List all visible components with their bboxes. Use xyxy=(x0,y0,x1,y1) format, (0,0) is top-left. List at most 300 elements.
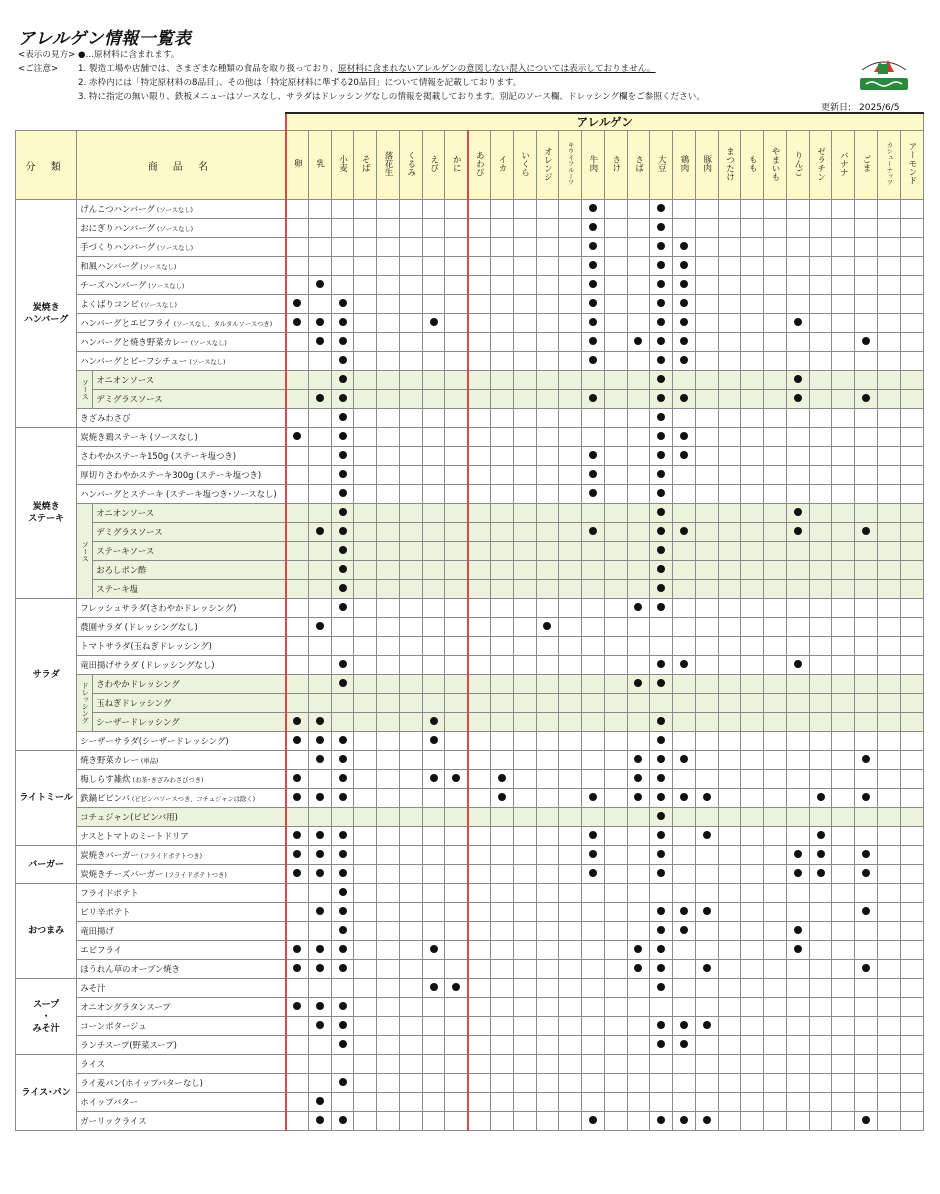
allergen-cell xyxy=(582,371,605,390)
allergen-cell xyxy=(786,238,809,257)
allergen-cell xyxy=(582,884,605,903)
allergen-cell xyxy=(764,1074,787,1093)
allergen-cell xyxy=(900,580,923,599)
product-name: ステーキ塩 xyxy=(93,580,286,599)
allergen-cell xyxy=(900,352,923,371)
allergen-cell xyxy=(627,789,650,808)
allergen-cell xyxy=(399,314,422,333)
allergen-cell xyxy=(354,960,377,979)
allergen-cell xyxy=(786,846,809,865)
allergen-cell xyxy=(559,238,582,257)
allergen-cell xyxy=(786,257,809,276)
allergen-cell xyxy=(286,504,309,523)
contains-dot xyxy=(316,337,324,345)
allergen-cell xyxy=(695,1017,718,1036)
allergen-cell xyxy=(627,675,650,694)
allergen-cell xyxy=(445,903,468,922)
allergen-cell xyxy=(764,675,787,694)
allergen-cell xyxy=(399,960,422,979)
allergen-cell xyxy=(445,561,468,580)
allergen-cell xyxy=(308,1017,331,1036)
allergen-cell xyxy=(764,257,787,276)
contains-dot xyxy=(339,432,347,440)
allergen-cell xyxy=(673,599,696,618)
allergen-cell xyxy=(650,1036,673,1055)
contains-dot xyxy=(794,660,802,668)
contains-dot xyxy=(293,869,301,877)
allergen-cell xyxy=(331,390,354,409)
allergen-cell xyxy=(513,884,536,903)
contains-dot xyxy=(657,584,665,592)
allergen-column-header: バナナ xyxy=(832,131,855,200)
allergen-cell xyxy=(559,447,582,466)
contains-dot xyxy=(339,926,347,934)
allergen-cell xyxy=(900,979,923,998)
allergen-cell xyxy=(559,884,582,903)
allergen-cell xyxy=(786,1112,809,1131)
product-name: オニオンソース xyxy=(93,371,286,390)
allergen-cell xyxy=(809,276,832,295)
allergen-cell xyxy=(650,561,673,580)
allergen-cell xyxy=(377,428,400,447)
allergen-cell xyxy=(832,789,855,808)
allergen-cell xyxy=(490,998,513,1017)
allergen-cell xyxy=(855,1112,878,1131)
allergen-cell xyxy=(650,314,673,333)
contains-dot xyxy=(862,964,870,972)
allergen-cell xyxy=(354,751,377,770)
allergen-cell xyxy=(627,390,650,409)
allergen-cell xyxy=(900,865,923,884)
allergen-cell xyxy=(673,238,696,257)
product-name: ランチスープ(野菜スープ) xyxy=(77,1036,286,1055)
contains-dot xyxy=(862,869,870,877)
allergen-cell xyxy=(422,694,445,713)
allergen-cell xyxy=(786,979,809,998)
allergen-cell xyxy=(377,789,400,808)
allergen-cell xyxy=(650,1093,673,1112)
allergen-cell xyxy=(786,865,809,884)
allergen-cell xyxy=(559,409,582,428)
allergen-cell xyxy=(377,504,400,523)
allergen-cell xyxy=(627,599,650,618)
allergen-cell xyxy=(559,789,582,808)
allergen-cell xyxy=(377,770,400,789)
allergen-cell xyxy=(832,808,855,827)
table-row xyxy=(16,846,924,865)
allergen-cell xyxy=(468,371,491,390)
allergen-cell xyxy=(718,1017,741,1036)
allergen-cell xyxy=(308,371,331,390)
allergen-cell xyxy=(536,333,559,352)
allergen-cell xyxy=(718,257,741,276)
allergen-cell xyxy=(673,504,696,523)
allergen-cell xyxy=(354,732,377,751)
allergen-cell xyxy=(308,314,331,333)
allergen-cell xyxy=(786,485,809,504)
allergen-cell xyxy=(741,770,764,789)
allergen-cell xyxy=(786,371,809,390)
allergen-cell xyxy=(536,846,559,865)
allergen-cell xyxy=(878,599,901,618)
allergen-cell xyxy=(513,694,536,713)
allergen-cell xyxy=(422,333,445,352)
allergen-cell xyxy=(513,1055,536,1074)
contains-dot xyxy=(817,869,825,877)
allergen-cell xyxy=(354,561,377,580)
allergen-cell xyxy=(536,390,559,409)
allergen-cell xyxy=(468,561,491,580)
contains-dot xyxy=(657,1021,665,1029)
allergen-cell xyxy=(308,903,331,922)
allergen-cell xyxy=(650,200,673,219)
allergen-cell xyxy=(536,371,559,390)
allergen-cell xyxy=(536,941,559,960)
allergen-cell xyxy=(331,960,354,979)
allergen-cell xyxy=(650,922,673,941)
allergen-cell xyxy=(650,1074,673,1093)
allergen-cell xyxy=(695,219,718,238)
allergen-cell xyxy=(627,276,650,295)
allergen-cell xyxy=(354,409,377,428)
allergen-cell xyxy=(764,523,787,542)
contains-dot xyxy=(339,451,347,459)
allergen-cell xyxy=(582,1093,605,1112)
allergen-cell xyxy=(673,751,696,770)
allergen-cell xyxy=(741,694,764,713)
allergen-cell xyxy=(673,542,696,561)
allergen-cell xyxy=(718,751,741,770)
allergen-cell xyxy=(582,903,605,922)
allergen-cell xyxy=(764,352,787,371)
allergen-cell xyxy=(627,428,650,447)
allergen-cell xyxy=(513,1093,536,1112)
allergen-cell xyxy=(331,1036,354,1055)
allergen-cell xyxy=(604,1112,627,1131)
allergen-cell xyxy=(308,789,331,808)
allergen-cell xyxy=(695,694,718,713)
allergen-cell xyxy=(650,941,673,960)
category-header: 分 類 xyxy=(16,131,77,200)
contains-dot xyxy=(339,470,347,478)
allergen-cell xyxy=(878,466,901,485)
product-note: (ソースなし) xyxy=(138,302,177,309)
allergen-cell xyxy=(832,352,855,371)
allergen-cell xyxy=(399,371,422,390)
allergen-cell xyxy=(445,732,468,751)
product-name: オニオンソース xyxy=(93,504,286,523)
allergen-cell xyxy=(377,884,400,903)
contains-dot xyxy=(339,945,347,953)
allergen-cell xyxy=(741,960,764,979)
allergen-cell xyxy=(536,1074,559,1093)
allergen-cell xyxy=(832,1036,855,1055)
allergen-cell xyxy=(832,257,855,276)
contains-dot xyxy=(634,679,642,687)
allergen-cell xyxy=(468,200,491,219)
contains-dot xyxy=(589,299,597,307)
allergen-cell xyxy=(582,770,605,789)
allergen-cell xyxy=(604,998,627,1017)
allergen-cell xyxy=(878,295,901,314)
allergen-cell xyxy=(422,409,445,428)
allergen-cell xyxy=(673,656,696,675)
allergen-cell xyxy=(536,561,559,580)
contains-dot xyxy=(794,527,802,535)
allergen-cell xyxy=(673,903,696,922)
allergen-cell xyxy=(832,694,855,713)
allergen-column-header: やまいも xyxy=(764,131,787,200)
contains-dot xyxy=(316,831,324,839)
allergen-cell xyxy=(422,713,445,732)
allergen-cell xyxy=(764,865,787,884)
allergen-cell xyxy=(673,827,696,846)
category-cell: スープ ・ みそ汁 xyxy=(16,979,77,1055)
allergen-cell xyxy=(809,504,832,523)
allergen-cell xyxy=(718,998,741,1017)
table-row xyxy=(16,694,924,713)
allergen-cell xyxy=(878,580,901,599)
allergen-cell xyxy=(445,238,468,257)
allergen-cell xyxy=(741,466,764,485)
allergen-cell xyxy=(650,219,673,238)
allergen-cell xyxy=(878,808,901,827)
allergen-cell xyxy=(832,599,855,618)
allergen-cell xyxy=(536,865,559,884)
allergen-cell xyxy=(764,884,787,903)
allergen-cell xyxy=(377,219,400,238)
allergen-cell xyxy=(445,523,468,542)
allergen-cell xyxy=(604,656,627,675)
table-row xyxy=(16,713,924,732)
allergen-cell xyxy=(559,1093,582,1112)
allergen-cell xyxy=(308,865,331,884)
allergen-cell xyxy=(490,314,513,333)
allergen-cell xyxy=(673,713,696,732)
allergen-cell xyxy=(399,808,422,827)
allergen-cell xyxy=(673,409,696,428)
allergen-cell xyxy=(832,827,855,846)
allergen-cell xyxy=(855,580,878,599)
allergen-cell xyxy=(832,941,855,960)
allergen-cell xyxy=(695,1093,718,1112)
allergen-cell xyxy=(354,865,377,884)
allergen-cell xyxy=(559,390,582,409)
allergen-cell xyxy=(786,656,809,675)
allergen-cell xyxy=(513,941,536,960)
allergen-cell xyxy=(855,561,878,580)
product-name: 厚切りさわやかステーキ300g (ステーキ塩つき) xyxy=(77,466,286,485)
allergen-cell xyxy=(513,789,536,808)
allergen-cell xyxy=(331,1112,354,1131)
allergen-column-header: 豚肉 xyxy=(695,131,718,200)
allergen-cell xyxy=(582,808,605,827)
allergen-cell xyxy=(650,865,673,884)
allergen-cell xyxy=(354,1112,377,1131)
contains-dot xyxy=(589,242,597,250)
allergen-cell xyxy=(695,1112,718,1131)
allergen-cell xyxy=(627,827,650,846)
allergen-cell xyxy=(878,238,901,257)
allergen-cell xyxy=(809,485,832,504)
allergen-cell xyxy=(513,770,536,789)
allergen-cell xyxy=(741,808,764,827)
allergen-cell xyxy=(513,922,536,941)
allergen-cell xyxy=(900,333,923,352)
allergen-cell xyxy=(673,846,696,865)
allergen-cell xyxy=(718,903,741,922)
allergen-cell xyxy=(786,466,809,485)
allergen-cell xyxy=(422,504,445,523)
contains-dot xyxy=(657,660,665,668)
allergen-cell xyxy=(673,637,696,656)
allergen-cell xyxy=(741,200,764,219)
allergen-cell xyxy=(627,1093,650,1112)
product-name: さわやかドレッシング xyxy=(93,675,286,694)
allergen-cell xyxy=(718,1055,741,1074)
allergen-cell xyxy=(536,276,559,295)
contains-dot xyxy=(703,1021,711,1029)
allergen-cell xyxy=(582,1074,605,1093)
allergen-cell xyxy=(468,352,491,371)
allergen-cell xyxy=(559,732,582,751)
contains-dot xyxy=(589,869,597,877)
allergen-cell xyxy=(582,390,605,409)
allergen-cell xyxy=(331,599,354,618)
allergen-cell xyxy=(650,656,673,675)
product-name: ナスとトマトのミートドリア xyxy=(77,827,286,846)
allergen-cell xyxy=(900,504,923,523)
allergen-cell xyxy=(354,998,377,1017)
allergen-cell xyxy=(695,827,718,846)
allergen-cell xyxy=(490,542,513,561)
allergen-cell xyxy=(445,580,468,599)
allergen-cell xyxy=(559,542,582,561)
allergen-cell xyxy=(536,257,559,276)
product-name: 手づくりハンバーグ (ソースなし) xyxy=(77,238,286,257)
allergen-cell xyxy=(513,295,536,314)
contains-dot xyxy=(657,204,665,212)
allergen-cell xyxy=(559,580,582,599)
allergen-cell xyxy=(354,466,377,485)
contains-dot xyxy=(862,793,870,801)
allergen-cell xyxy=(604,1055,627,1074)
product-note: (ソースなし) xyxy=(138,264,177,271)
allergen-cell xyxy=(377,865,400,884)
allergen-cell xyxy=(832,1074,855,1093)
allergen-cell xyxy=(468,257,491,276)
allergen-cell xyxy=(718,922,741,941)
allergen-cell xyxy=(878,1055,901,1074)
allergen-cell xyxy=(422,1112,445,1131)
allergen-cell xyxy=(695,1036,718,1055)
allergen-cell xyxy=(832,314,855,333)
allergen-cell xyxy=(695,580,718,599)
contains-dot xyxy=(339,736,347,744)
contains-dot xyxy=(657,299,665,307)
allergen-cell xyxy=(900,447,923,466)
allergen-cell xyxy=(741,314,764,333)
allergen-cell xyxy=(582,713,605,732)
allergen-cell xyxy=(468,1093,491,1112)
allergen-cell xyxy=(536,979,559,998)
allergen-cell xyxy=(468,295,491,314)
allergen-cell xyxy=(878,922,901,941)
allergen-cell xyxy=(354,808,377,827)
allergen-cell xyxy=(627,466,650,485)
allergen-cell xyxy=(582,637,605,656)
allergen-cell xyxy=(377,1055,400,1074)
allergen-cell xyxy=(786,276,809,295)
allergen-column-header: 小麦 xyxy=(331,131,354,200)
contains-dot xyxy=(316,850,324,858)
allergen-cell xyxy=(286,637,309,656)
allergen-cell xyxy=(604,694,627,713)
allergen-cell xyxy=(582,561,605,580)
allergen-cell xyxy=(490,770,513,789)
allergen-cell xyxy=(695,903,718,922)
allergen-cell xyxy=(695,637,718,656)
allergen-cell xyxy=(650,599,673,618)
allergen-cell xyxy=(764,1055,787,1074)
allergen-cell xyxy=(399,504,422,523)
allergen-cell xyxy=(855,713,878,732)
contains-dot xyxy=(657,223,665,231)
allergen-cell xyxy=(604,447,627,466)
product-name: ステーキソース xyxy=(93,542,286,561)
allergen-cell xyxy=(786,580,809,599)
caution-1-underlined: 原材料に含まれないアレルゲンの意図しない混入については表示しておりません。 xyxy=(338,64,656,74)
allergen-cell xyxy=(286,751,309,770)
allergen-cell xyxy=(741,219,764,238)
allergen-cell xyxy=(582,238,605,257)
allergen-cell xyxy=(650,428,673,447)
allergen-cell xyxy=(286,618,309,637)
allergen-cell xyxy=(673,1017,696,1036)
allergen-cell xyxy=(855,1036,878,1055)
allergen-cell xyxy=(513,713,536,732)
product-name: デミグラスソース xyxy=(93,390,286,409)
allergen-cell xyxy=(422,789,445,808)
contains-dot xyxy=(589,280,597,288)
allergen-cell xyxy=(559,960,582,979)
allergen-cell xyxy=(513,314,536,333)
allergen-cell xyxy=(855,466,878,485)
product-name: ハンバーグとビーフシチュー (ソースなし) xyxy=(77,352,286,371)
allergen-cell xyxy=(582,618,605,637)
allergen-cell xyxy=(718,846,741,865)
allergen-cell xyxy=(695,238,718,257)
product-name: フレッシュサラダ(さわやかドレッシング) xyxy=(77,599,286,618)
allergen-cell xyxy=(809,523,832,542)
allergen-column-header: さば xyxy=(627,131,650,200)
allergen-cell xyxy=(399,200,422,219)
allergen-cell xyxy=(422,618,445,637)
allergen-cell xyxy=(399,789,422,808)
table-row xyxy=(16,428,924,447)
allergen-cell xyxy=(582,789,605,808)
allergen-cell xyxy=(286,713,309,732)
allergen-cell xyxy=(445,637,468,656)
allergen-cell xyxy=(604,675,627,694)
allergen-cell xyxy=(468,846,491,865)
allergen-cell xyxy=(627,542,650,561)
allergen-cell xyxy=(354,922,377,941)
allergen-cell xyxy=(673,808,696,827)
allergen-cell xyxy=(377,808,400,827)
allergen-cell xyxy=(809,675,832,694)
allergen-cell xyxy=(536,656,559,675)
